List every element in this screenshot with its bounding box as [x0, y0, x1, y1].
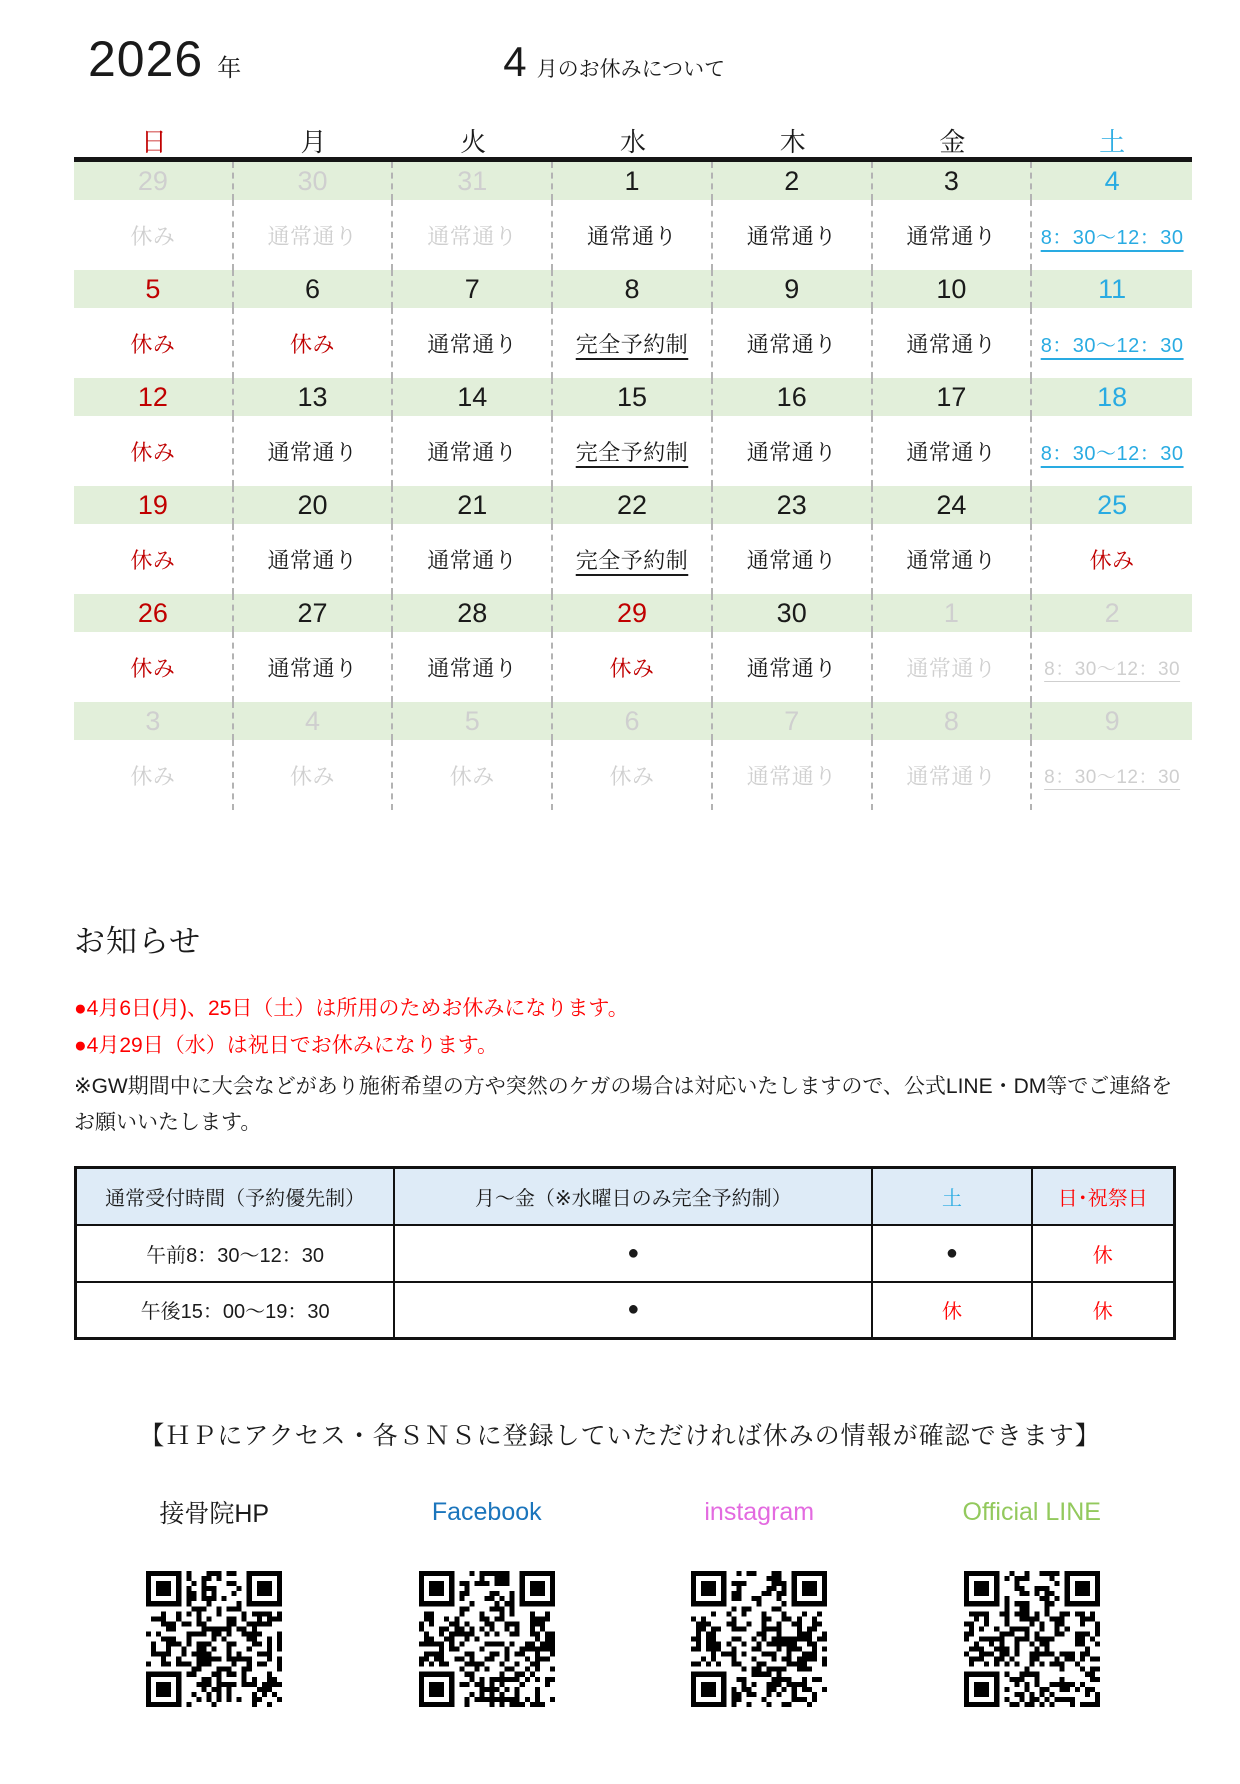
- weekday-header-row: [74, 122, 1192, 162]
- calendar-date-cell: 5: [393, 702, 553, 740]
- calendar-date-cell: 1: [873, 594, 1033, 632]
- schedule-header-cell: 通常受付時間（予約優先制）: [76, 1168, 395, 1225]
- sns-column: [78, 1496, 351, 1712]
- calendar-date-cell: 6: [553, 702, 713, 740]
- calendar-status-cell: [234, 200, 394, 270]
- notice-title: お知らせ: [74, 924, 202, 959]
- calendar-date-cell: 11: [1032, 270, 1192, 308]
- calendar-status-label: 8：30～12：30: [1044, 658, 1181, 680]
- calendar-status-label: 8：30～12：30: [1044, 766, 1181, 788]
- calendar-date-cell: 28: [393, 594, 553, 632]
- sns-column: [351, 1496, 624, 1712]
- flyer-page: [0, 30, 1240, 1784]
- calendar-status-cell: [74, 524, 234, 594]
- calendar-status-label: 休み: [1089, 547, 1135, 573]
- calendar-status-cell: [393, 308, 553, 378]
- schedule-time-label: 午後15：00～19：30: [76, 1282, 395, 1339]
- calendar-status-label: 8：30～12：30: [1040, 226, 1184, 249]
- calendar-status-cell: [553, 632, 713, 702]
- calendar-status-cell: [1032, 632, 1192, 702]
- sns-label: Facebook: [431, 1497, 542, 1526]
- weekday-header: 日: [140, 127, 167, 157]
- calendar-status-cell: [873, 740, 1033, 810]
- calendar-date-cell: 22: [553, 486, 713, 524]
- calendar-date-cell: 30: [234, 162, 394, 200]
- calendar-status-cell: [234, 308, 394, 378]
- calendar-status-cell: [553, 416, 713, 486]
- calendar-date-cell: 8: [873, 702, 1033, 740]
- calendar-date-cell: 29: [553, 594, 713, 632]
- calendar-status-cell: [393, 200, 553, 270]
- notice-item: ●4月6日(月)、25日（土）は所用のためお休みになります。: [74, 997, 629, 1020]
- calendar-status-label: 通常通り: [746, 439, 837, 465]
- calendar-status-cell: [234, 416, 394, 486]
- calendar-date-cell: 17: [873, 378, 1033, 416]
- weekday-header: 木: [779, 127, 806, 157]
- calendar-status-cell: [393, 524, 553, 594]
- calendar-status-label: 休み: [130, 439, 176, 465]
- calendar-date-cell: 7: [713, 702, 873, 740]
- calendar-status-cell: [393, 632, 553, 702]
- weekday-header: 月: [300, 127, 327, 157]
- month-suffix-label: 月のお休みについて: [536, 58, 726, 81]
- calendar-status-cell: [873, 524, 1033, 594]
- weekday-header: 金: [939, 127, 966, 157]
- qr-code: [959, 1566, 1105, 1712]
- closed-marker: 休: [1032, 1282, 1175, 1339]
- holiday-calendar: [74, 122, 1192, 810]
- calendar-status-label: 通常通り: [586, 223, 677, 249]
- calendar-status-cell: [713, 416, 873, 486]
- calendar-status-cell: [74, 416, 234, 486]
- calendar-date-cell: 29: [74, 162, 234, 200]
- notice-item: ●4月29日（水）は祝日でお休みになります。: [74, 1033, 499, 1057]
- calendar-status-label: 通常通り: [746, 331, 837, 357]
- calendar-status-cell: [1032, 416, 1192, 486]
- calendar-status-label: 通常通り: [427, 439, 518, 465]
- calendar-status-label: 通常通り: [906, 439, 997, 465]
- calendar-status-cell: [74, 632, 234, 702]
- calendar-status-label: 通常通り: [906, 655, 997, 681]
- calendar-date-cell: 8: [553, 270, 713, 308]
- calendar-date-cell: 3: [873, 162, 1033, 200]
- calendar-date-cell: 3: [74, 702, 234, 740]
- open-marker: ●: [394, 1282, 872, 1339]
- calendar-status-cell: [553, 524, 713, 594]
- calendar-status-label: 通常通り: [746, 763, 837, 789]
- calendar-date-cell: 27: [234, 594, 394, 632]
- calendar-date-cell: 30: [713, 594, 873, 632]
- calendar-date-cell: 31: [393, 162, 553, 200]
- calendar-status-label: 休み: [290, 763, 336, 789]
- schedule-time-label: 午前8：30～12：30: [76, 1225, 395, 1282]
- calendar-date-cell: 2: [1032, 594, 1192, 632]
- calendar-date-cell: 13: [234, 378, 394, 416]
- calendar-status-cell: [713, 308, 873, 378]
- calendar-status-label: 8：30～12：30: [1040, 442, 1184, 465]
- calendar-date-cell: 25: [1032, 486, 1192, 524]
- calendar-status-label: 休み: [130, 331, 176, 357]
- calendar-status-cell: [393, 416, 553, 486]
- calendar-status-label: 通常通り: [906, 331, 997, 357]
- calendar-date-cell: 2: [713, 162, 873, 200]
- calendar-date-cell: 10: [873, 270, 1033, 308]
- calendar-status-label: 休み: [449, 763, 495, 789]
- calendar-status-label: 通常通り: [746, 223, 837, 249]
- calendar-status-label: 通常通り: [906, 763, 997, 789]
- sns-column: [623, 1496, 896, 1712]
- calendar-status-cell: [234, 632, 394, 702]
- calendar-date-cell: 6: [234, 270, 394, 308]
- calendar-status-cell: [74, 200, 234, 270]
- schedule-row: [76, 1225, 1175, 1282]
- closed-marker: 休: [1032, 1225, 1175, 1282]
- calendar-date-cell: 26: [74, 594, 234, 632]
- sns-links-row: [78, 1496, 1168, 1712]
- calendar-status-cell: [1032, 740, 1192, 810]
- calendar-status-cell: [553, 740, 713, 810]
- calendar-date-cell: 23: [713, 486, 873, 524]
- calendar-status-cell: [713, 200, 873, 270]
- calendar-status-label: 休み: [290, 331, 336, 357]
- calendar-date-cell: 4: [1032, 162, 1192, 200]
- calendar-status-label: 通常通り: [267, 439, 358, 465]
- calendar-date-cell: 19: [74, 486, 234, 524]
- schedule-header-cell: 日･祝祭日: [1032, 1168, 1175, 1225]
- calendar-status-cell: [1032, 308, 1192, 378]
- calendar-date-cell: 21: [393, 486, 553, 524]
- calendar-status-label: 通常通り: [427, 223, 518, 249]
- calendar-status-cell: [873, 308, 1033, 378]
- calendar-status-label: 休み: [130, 223, 176, 249]
- calendar-status-cell: [1032, 200, 1192, 270]
- calendar-date-cell: 20: [234, 486, 394, 524]
- sns-label: 接骨院HP: [159, 1500, 270, 1528]
- calendar-status-cell: [713, 632, 873, 702]
- open-marker: ●: [394, 1225, 872, 1282]
- calendar-status-label: 完全予約制: [575, 547, 689, 573]
- calendar-status-label: 通常通り: [746, 655, 837, 681]
- calendar-date-cell: 16: [713, 378, 873, 416]
- calendar-status-label: 休み: [609, 655, 655, 681]
- calendar-date-cell: 7: [393, 270, 553, 308]
- sns-label: Official LINE: [962, 1497, 1101, 1526]
- calendar-status-cell: [1032, 524, 1192, 594]
- calendar-status-cell: [234, 740, 394, 810]
- weekday-header: 火: [460, 127, 487, 157]
- calendar-status-cell: [393, 740, 553, 810]
- year-suffix-label: 年: [217, 55, 242, 82]
- calendar-status-cell: [873, 416, 1033, 486]
- calendar-status-label: 通常通り: [267, 547, 358, 573]
- calendar-status-label: 通常通り: [427, 331, 518, 357]
- calendar-date-cell: 5: [74, 270, 234, 308]
- weekday-header: 土: [1099, 127, 1126, 157]
- month-label: 4: [503, 38, 527, 85]
- calendar-status-label: 通常通り: [746, 547, 837, 573]
- calendar-grid: [74, 162, 1192, 810]
- year-label: 2026: [88, 31, 204, 87]
- calendar-status-label: 休み: [130, 547, 176, 573]
- weekday-header: 水: [619, 127, 646, 157]
- reception-hours-table: [74, 1166, 1176, 1340]
- schedule-header-cell: 月～金（※水曜日のみ完全予約制）: [394, 1168, 872, 1225]
- calendar-status-cell: [873, 200, 1033, 270]
- calendar-status-label: 完全予約制: [575, 439, 689, 465]
- calendar-status-cell: [553, 200, 713, 270]
- calendar-status-label: 休み: [609, 763, 655, 789]
- calendar-status-label: 8：30～12：30: [1040, 334, 1184, 357]
- calendar-date-cell: 18: [1032, 378, 1192, 416]
- page-title: [88, 30, 1240, 88]
- calendar-date-cell: 9: [1032, 702, 1192, 740]
- qr-code: [141, 1566, 287, 1712]
- calendar-status-label: 通常通り: [906, 223, 997, 249]
- calendar-date-cell: 9: [713, 270, 873, 308]
- calendar-status-cell: [74, 308, 234, 378]
- qr-code: [414, 1566, 560, 1712]
- calendar-status-label: 通常通り: [906, 547, 997, 573]
- calendar-status-cell: [74, 740, 234, 810]
- calendar-status-label: 通常通り: [267, 655, 358, 681]
- calendar-status-cell: [553, 308, 713, 378]
- calendar-status-label: 通常通り: [427, 655, 518, 681]
- calendar-status-cell: [713, 524, 873, 594]
- open-marker: ●: [872, 1225, 1031, 1282]
- qr-code: [686, 1566, 832, 1712]
- calendar-date-cell: 24: [873, 486, 1033, 524]
- calendar-date-cell: 1: [553, 162, 713, 200]
- sns-column: [896, 1496, 1169, 1712]
- calendar-status-label: 通常通り: [427, 547, 518, 573]
- closed-marker: 休: [872, 1282, 1031, 1339]
- calendar-status-label: 通常通り: [267, 223, 358, 249]
- calendar-date-cell: 14: [393, 378, 553, 416]
- sns-banner-text: 【ＨＰにアクセス・各ＳＮＳに登録していただければ休みの情報が確認できます】: [139, 1422, 1101, 1450]
- calendar-date-cell: 15: [553, 378, 713, 416]
- calendar-date-cell: 12: [74, 378, 234, 416]
- notice-note: ※GW期間中に大会などがあり施術希望の方や突然のケガの場合は対応いたしますので、公式LINE・DM等でご連絡をお願いいたします。: [74, 1074, 1173, 1135]
- calendar-status-cell: [713, 740, 873, 810]
- schedule-row: [76, 1282, 1175, 1339]
- sns-label: instagram: [704, 1497, 815, 1526]
- calendar-status-cell: [873, 632, 1033, 702]
- calendar-status-label: 休み: [130, 655, 176, 681]
- calendar-status-label: 休み: [130, 763, 176, 789]
- notice-items: [74, 991, 1178, 1065]
- calendar-status-label: 完全予約制: [575, 331, 689, 357]
- calendar-status-cell: [234, 524, 394, 594]
- calendar-date-cell: 4: [234, 702, 394, 740]
- schedule-header-cell: 土: [872, 1168, 1031, 1225]
- notice-section: [74, 916, 1178, 1142]
